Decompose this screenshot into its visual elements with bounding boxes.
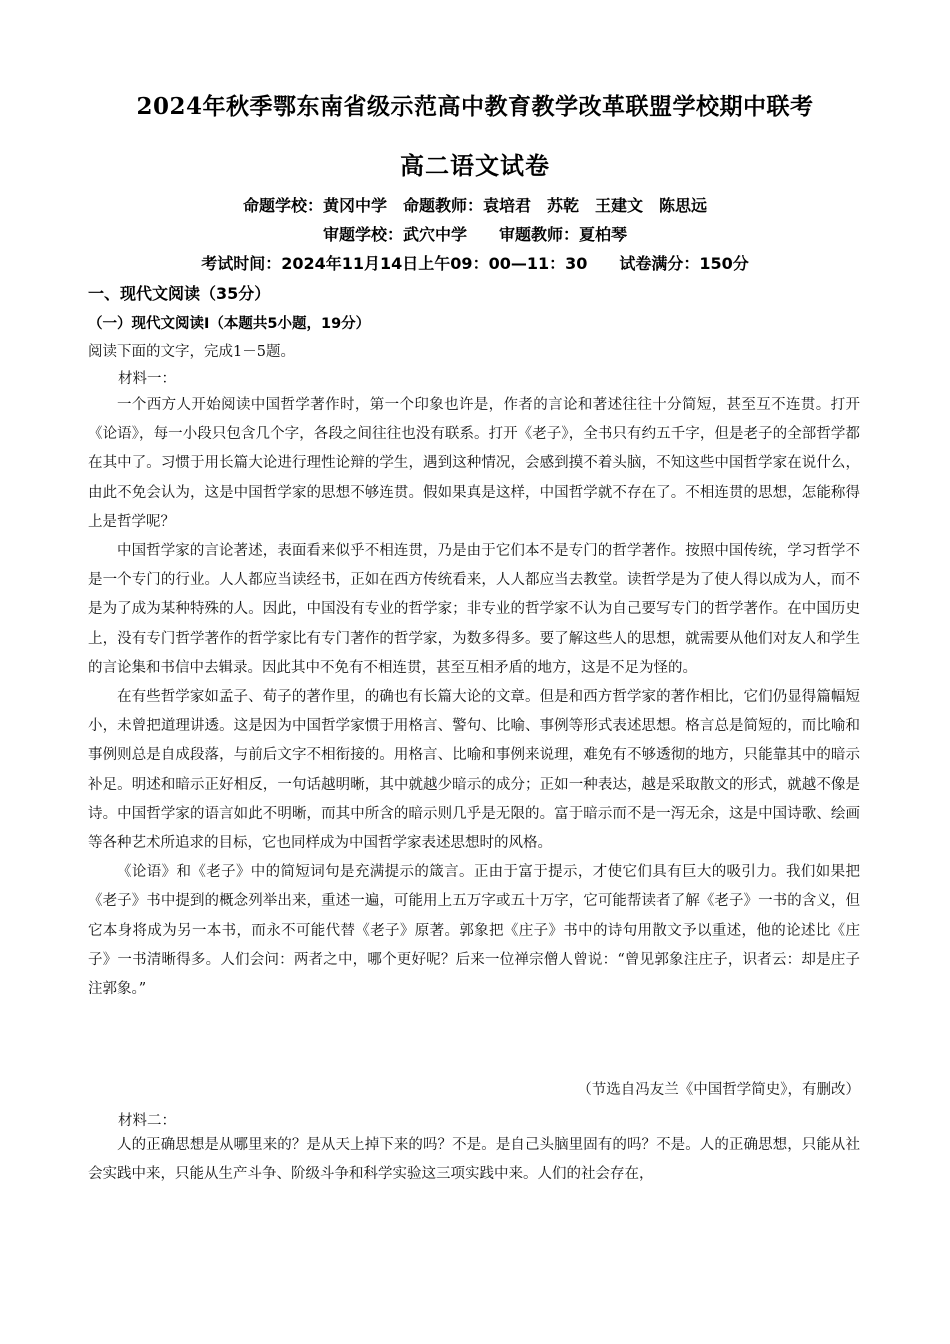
setters-line: 命题学校：黄冈中学 命题教师：袁培君 苏乾 王建文 陈思远 (242, 196, 707, 215)
material-one-body (88, 391, 860, 1004)
paragraph: 《论语》和《老子》中的简短词句是充满提示的箴言。正由于富于提示，才使它们具有巨大的吸引力。我们如果把《老子》书中提到的概念列举出来，重述一遍，可能用上五万字或五十万字，它可能帮读者了解《老子》一书的含义，但它本身将成为另一本书，而永不可能代替《老子》原著。郭象把《庄子》书中的诗句用散文予以重述，他的论述比《庄子》一书清晰得多。人们会问：两者之中，哪个更好呢？后来一位禅宗僧人曾说：“曾见郭象注庄子，识者云：却是庄子注郭象。” (88, 864, 860, 998)
exam-title: 2024年秋季鄂东南省级示范高中教育教学改革联盟学校期中联考 (136, 93, 814, 120)
reading-instruction: 阅读下面的文字，完成1－5题。 (88, 344, 295, 360)
material-one-label: 材料一： (118, 371, 176, 387)
material-two-body (88, 1131, 860, 1189)
exam-info-line: 考试时间：2024年11月14日上午09：00—11：30 试卷满分：150分 (201, 254, 749, 273)
paragraph: 中国哲学家的言论著述，表面看来似乎不相连贯，乃是由于它们本不是专门的哲学著作。按照中国传统，学习哲学不是一个专门的行业。人人都应当读经书，正如在西方传统看来，人人都应当去教堂。读哲学是为了使人得以成为人，而不是为了成为某种特殊的人。因此，中国没有专业的哲学家；非专业的哲学家不认为自己要写专门的哲学著作。在中国历史上，没有专门哲学著作的哲学家比有专门著作的哲学家，为数多得多。要了解这些人的思想，就需要从他们对友人和学生的言论集和书信中去辑录。因此其中不免有不相连贯，甚至互相矛盾的地方，这是不足为怪的。 (88, 543, 860, 676)
material-one-source: （节选自冯友兰《中国哲学简史》，有删改） (577, 1082, 860, 1098)
exam-subtitle: 高二语文试卷 (400, 151, 550, 180)
material-two-label: 材料二： (118, 1113, 176, 1129)
section-heading: 一、现代文阅读（35分） (88, 284, 271, 303)
section-subheading: （一）现代文阅读Ⅰ（本题共5小题，19分） (88, 316, 371, 332)
reviewers-line: 审题学校：武穴中学 审题教师：夏柏琴 (322, 225, 627, 244)
paragraph: 一个西方人开始阅读中国哲学著作时，第一个印象也许是，作者的言论和著述往往十分简短，甚至互不连贯。打开《论语》，每一小段只包含几个字，各段之间往往也没有联系。打开《老子》，全书只有约五千字，但是老子的全部哲学都在其中了。习惯于用长篇大论进行理性论辩的学生，遇到这种情况，会感到摸不着头脑，不知这些中国哲学家在说什么，由此不免会认为，这是中国哲学家的思想不够连贯。假如果真是这样，中国哲学就不存在了。不相连贯的思想，怎能称得上是哲学呢？ (88, 397, 860, 530)
paragraph: 人的正确思想是从哪里来的？是从天上掉下来的吗？不是。是自己头脑里固有的吗？不是。人的正确思想，只能从社会实践中来，只能从生产斗争、阶级斗争和科学实验这三项实践中来。人们的社会存在， (88, 1137, 860, 1183)
paragraph: 在有些哲学家如孟子、荀子的著作里，的确也有长篇大论的文章。但是和西方哲学家的著作相比，它们仍显得篇幅短小，未曾把道理讲透。这是因为中国哲学家惯于用格言、警句、比喻、事例等形式表述思想。格言总是简短的，而比喻和事例则总是自成段落，与前后文字不相衔接的。用格言、比喻和事例来说理，难免有不够透彻的地方，只能靠其中的暗示补足。明述和暗示正好相反，一句话越明晰，其中就越少暗示的成分；正如一种表达，越是采取散文的形式，就越不像是诗。中国哲学家的语言如此不明晰，而其中所含的暗示则几乎是无限的。富于暗示而不是一泻无余，这是中国诗歌、绘画等各种艺术所追求的目标，它也同样成为中国哲学家表述思想时的风格。 (88, 689, 860, 852)
